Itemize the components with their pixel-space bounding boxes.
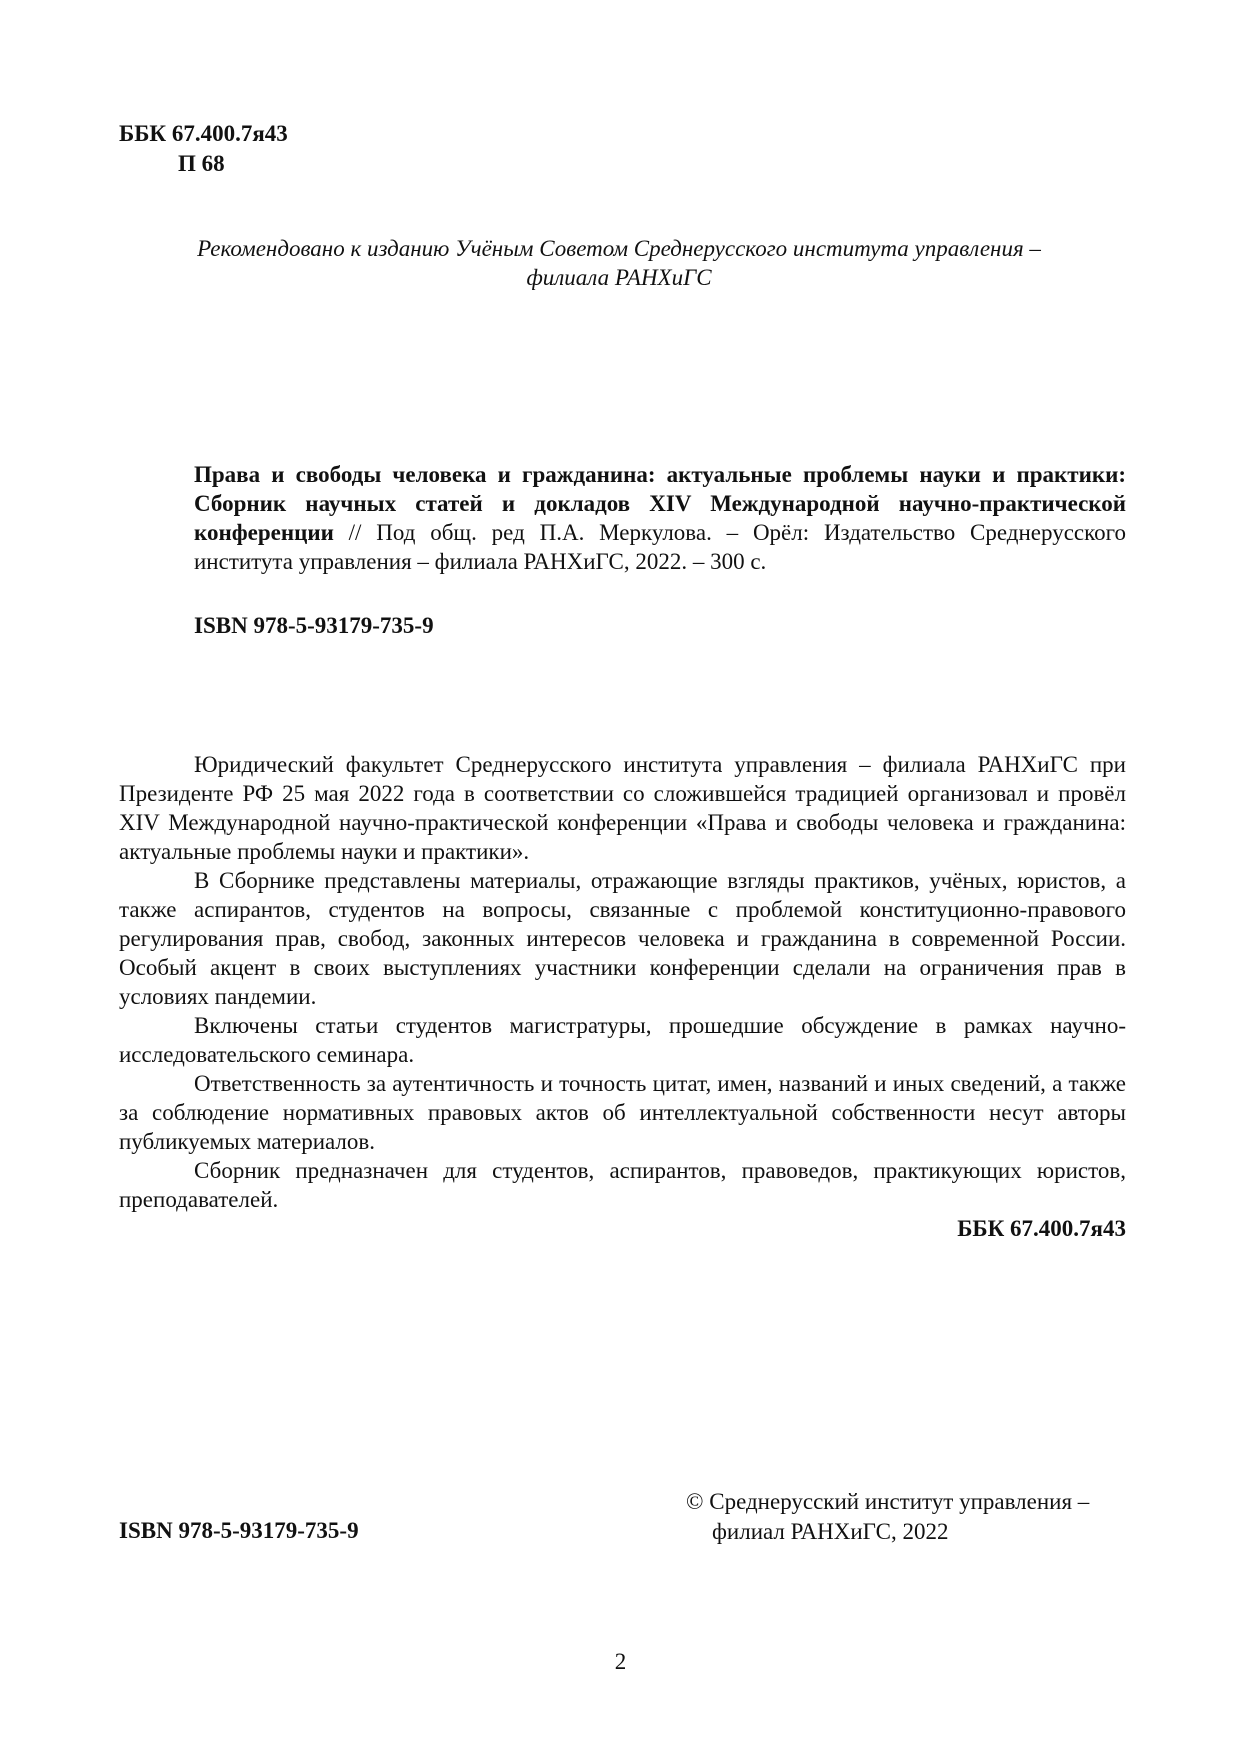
annotation-paragraph: В Сборнике представлены материалы, отражающие взгляды практиков, учёных, юристов, а также аспирантов, студентов на вопросы, связанные с проблемой конституционно-правового регулирования прав, свобод, законных интересов человека и гражданина в современной России. Особый акцент в своих выступлениях участники конференции сделали на ограничения прав в условиях пандемии. (119, 868, 1126, 1009)
publication-recommendation (119, 234, 1119, 292)
isbn-top: ISBN 978-5-93179-735-9 (194, 613, 434, 638)
publication-details: // Под общ. ред П.А. Меркулова. – Орёл: Издательство Среднерусского института управления – филиала РАНХиГС, 2022. – 300 с. (194, 520, 1126, 574)
bbk-bottom: ББК 67.400.7я43 (957, 1216, 1126, 1241)
recommendation-line-1: Рекомендовано к изданию Учёным Советом Среднерусского института управления – (197, 236, 1041, 261)
page-number: 2 (614, 1649, 627, 1674)
annotation (119, 750, 1126, 1214)
bbk-code: ББК 67.400.7я43 (119, 121, 288, 146)
annotation-paragraph: Сборник предназначен для студентов, аспирантов, правоведов, практикующих юристов, преподавателей. (119, 1158, 1126, 1212)
annotation-paragraph: Юридический факультет Среднерусского института управления – филиала РАНХиГС при Президенте РФ 25 мая 2022 года в соответствии со сложившейся традицией организовал и провёл XIV Международной научно-практической конференции «Права и свободы человека и гражданина: актуальные проблемы науки и практики». (119, 752, 1126, 864)
bibliographic-description (194, 460, 1126, 576)
copyright-notice (686, 1487, 1136, 1547)
annotation-paragraph: Включены статьи студентов магистратуры, прошедшие обсуждение в рамках научно-исследовательского семинара. (119, 1013, 1126, 1067)
isbn-bottom: ISBN 978-5-93179-735-9 (119, 1518, 359, 1543)
annotation-paragraph: Ответственность за аутентичность и точность цитат, имен, названий и иных сведений, а также за соблюдение нормативных правовых актов об интеллектуальной собственности несут авторы публикуемых материалов. (119, 1071, 1126, 1154)
collection-title: Права и свободы человека и гражданина: актуальные проблемы науки и практики: Сборник научных статей и докладов XIV Международной научно-практической конференции (194, 462, 1126, 545)
author-sign: П 68 (178, 151, 225, 176)
copyright-line-1: © Среднерусский институт управления – (686, 1489, 1090, 1514)
recommendation-line-2: филиала РАНХиГС (526, 265, 712, 290)
copyright-line-2: филиал РАНХиГС, 2022 (712, 1519, 949, 1544)
